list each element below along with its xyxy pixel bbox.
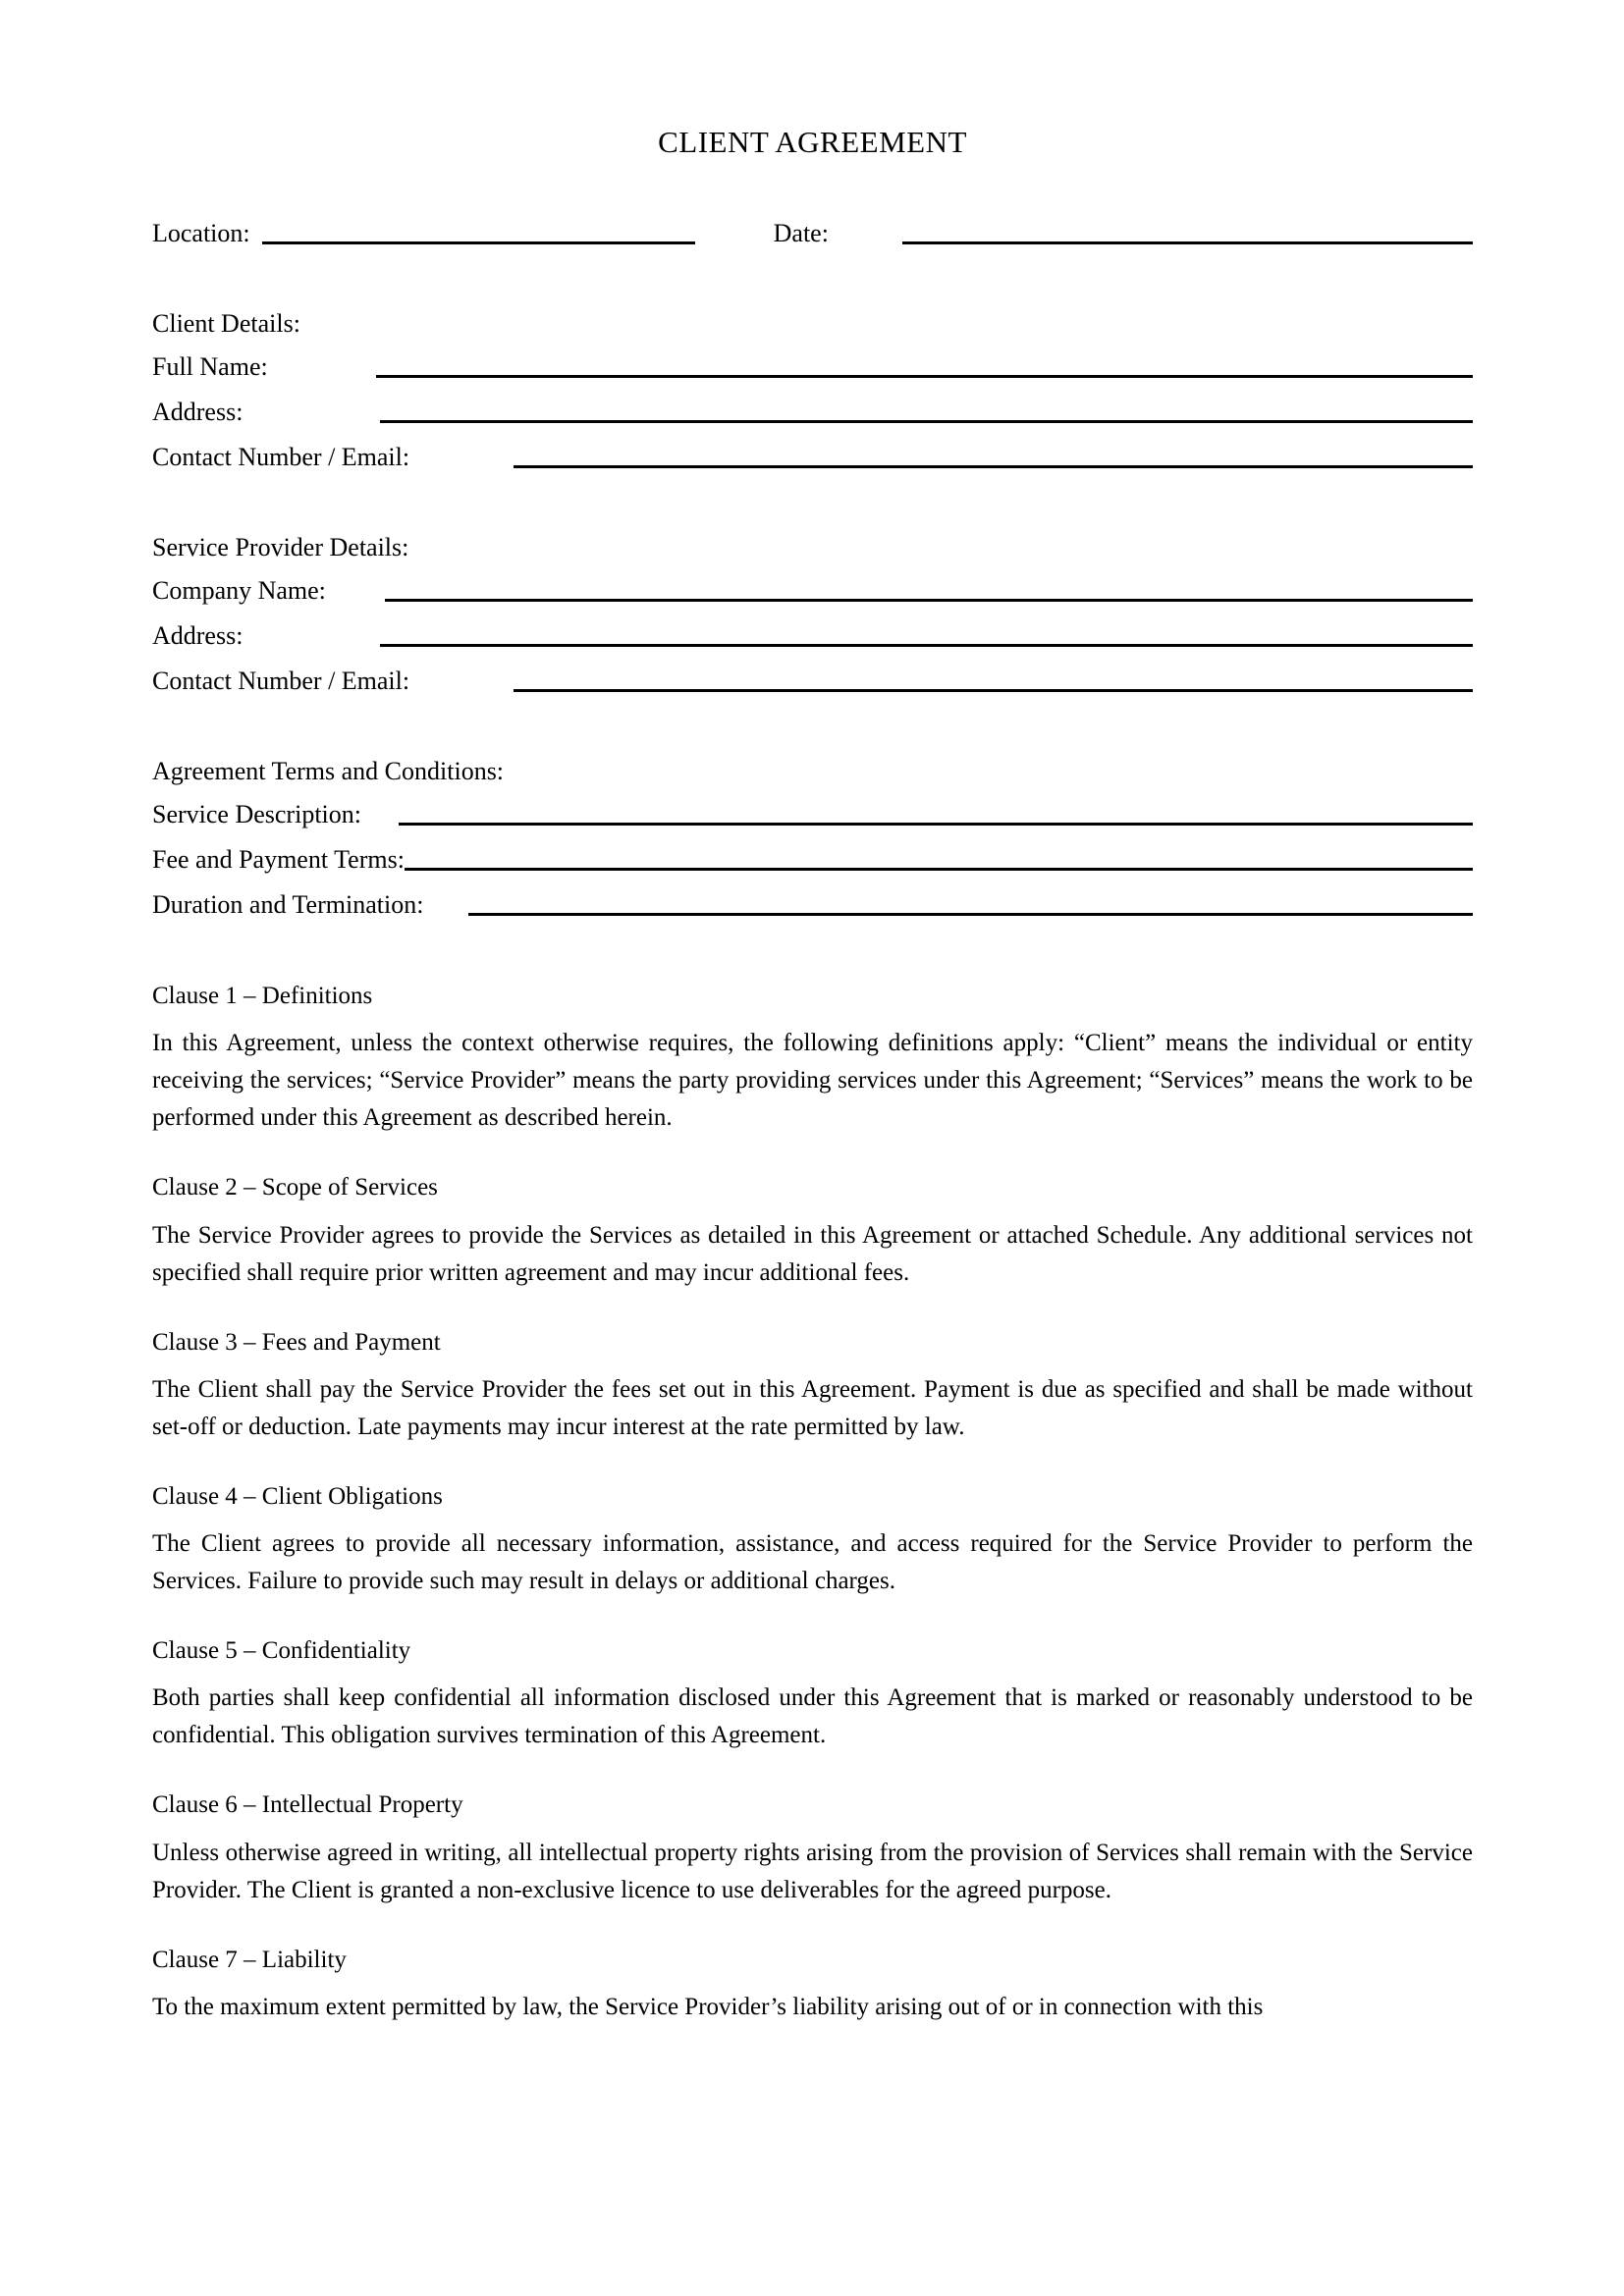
clause-2 — [152, 1172, 1473, 1291]
duration-termination-row — [152, 875, 1473, 920]
clause-1-body: In this Agreement, unless the context otherwise requires, the following definitions apply: “Client” means the individual or entity receiving the services; “Service Provider” means the party providing services under this Agreement; “Services” means the work to be performed under this Agreement as described herein. — [152, 1030, 1473, 1132]
spacer — [152, 696, 1473, 739]
provider-contact-rule[interactable] — [514, 689, 1473, 692]
fee-payment-terms-row — [152, 829, 1473, 875]
location-input-rule[interactable] — [262, 241, 695, 244]
clause-7-body: To the maximum extent permitted by law, the Service Provider’s liability arising out of or in connection with this — [152, 1993, 1264, 2020]
duration-termination-label: Duration and Termination: — [152, 890, 424, 920]
duration-termination-rule[interactable] — [468, 913, 1473, 916]
client-full-name-label: Full Name: — [152, 352, 268, 382]
clause-4 — [152, 1481, 1473, 1600]
clause-6 — [152, 1789, 1473, 1908]
clause-7-heading: Clause 7 – Liability — [152, 1946, 347, 1973]
provider-contact-row — [152, 651, 1473, 696]
agreement-terms-heading: Agreement Terms and Conditions: — [152, 757, 505, 786]
clause-6-heading: Clause 6 – Intellectual Property — [152, 1791, 463, 1819]
date-input-rule[interactable] — [902, 241, 1473, 244]
client-full-name-rule[interactable] — [376, 375, 1473, 378]
document-content — [152, 0, 1473, 2026]
client-contact-rule[interactable] — [514, 465, 1473, 468]
client-details-heading: Client Details: — [152, 309, 300, 339]
clause-3-heading: Clause 3 – Fees and Payment — [152, 1328, 441, 1356]
clause-2-body: The Service Provider agrees to provide the Services as detailed in this Agreement or attached Schedule. Any additional services not specified shall require prior written agreement and may incur additional fees. — [152, 1221, 1473, 1286]
fee-payment-terms-rule[interactable] — [405, 868, 1473, 871]
location-label: Location: — [152, 219, 250, 248]
provider-address-label: Address: — [152, 621, 244, 651]
client-address-label: Address: — [152, 398, 244, 427]
clause-2-heading: Clause 2 – Scope of Services — [152, 1174, 438, 1201]
client-contact-label: Contact Number / Email: — [152, 443, 410, 472]
service-description-label: Service Description: — [152, 800, 361, 829]
provider-company-name-row — [152, 561, 1473, 606]
provider-company-name-label: Company Name: — [152, 576, 326, 606]
clause-5-body: Both parties shall keep confidential all information disclosed under this Agreement that is marked or reasonably understood to be confidential. This obligation survives termination of this Agreement. — [152, 1684, 1473, 1749]
client-full-name-row — [152, 337, 1473, 382]
clause-7 — [152, 1945, 1473, 2026]
clause-4-heading: Clause 4 – Client Obligations — [152, 1482, 443, 1510]
page-title: CLIENT AGREEMENT — [658, 125, 967, 159]
clause-5-heading: Clause 5 – Confidentiality — [152, 1637, 411, 1665]
clause-3-body: The Client shall pay the Service Provider the fees set out in this Agreement. Payment is due as specified and shall be made without set-off or deduction. Late payments may incur interest at the rate permitted by law. — [152, 1375, 1473, 1440]
provider-address-row — [152, 606, 1473, 651]
date-label: Date: — [773, 219, 829, 248]
clause-3 — [152, 1327, 1473, 1446]
service-provider-details-heading: Service Provider Details: — [152, 533, 409, 562]
client-address-row — [152, 382, 1473, 427]
service-description-rule[interactable] — [399, 823, 1473, 826]
fee-payment-terms-label: Fee and Payment Terms: — [152, 845, 405, 875]
service-description-row — [152, 784, 1473, 829]
clause-5 — [152, 1635, 1473, 1754]
clause-1-heading: Clause 1 – Definitions — [152, 983, 373, 1010]
clause-1 — [152, 981, 1473, 1137]
provider-address-rule[interactable] — [380, 644, 1473, 647]
provider-contact-label: Contact Number / Email: — [152, 667, 410, 696]
client-contact-row — [152, 427, 1473, 472]
spacer — [152, 472, 1473, 515]
client-address-rule[interactable] — [380, 420, 1473, 423]
spacer — [152, 248, 1473, 292]
provider-company-name-rule[interactable] — [385, 599, 1473, 602]
clause-6-body: Unless otherwise agreed in writing, all intellectual property rights arising from the provision of Services shall remain with the Service Provider. The Client is granted a non-exclusive licence to use deliverables for the agreed purpose. — [152, 1839, 1473, 1903]
location-date-row — [152, 203, 1473, 248]
clause-4-body: The Client agrees to provide all necessary information, assistance, and access required for the Service Provider to perform the Services. Failure to provide such may result in delays or additional charges. — [152, 1530, 1473, 1595]
